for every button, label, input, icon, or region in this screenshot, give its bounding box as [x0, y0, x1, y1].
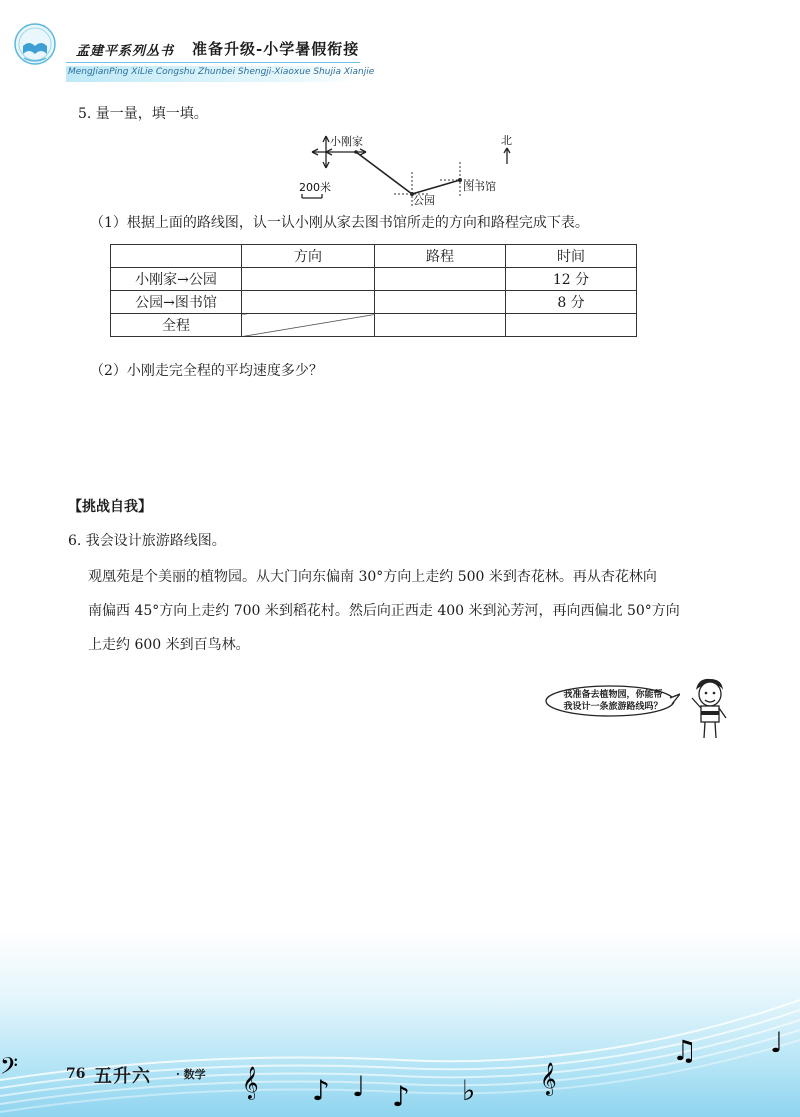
table-header-cell: 时间 [506, 245, 637, 268]
question-6-line: 上走约 600 米到百鸟林。 [88, 637, 250, 653]
bass-clef-icon: 𝄢 [0, 1052, 19, 1085]
music-note-icon: ♪ [312, 1074, 330, 1107]
challenge-heading: 【挑战自我】 [68, 499, 152, 515]
route-map [290, 128, 530, 210]
question-6-line: 南偏西 45°方向上走约 700 米到稻花村。然后向正西走 400 米到沁芳河，再向西偏北 50°方向 [88, 603, 680, 619]
table-header-cell: 方向 [242, 245, 375, 268]
subject-label: · 数学 [176, 1068, 206, 1081]
subject-text: 数学 [183, 1068, 206, 1081]
map-label-north: 北 [501, 134, 512, 147]
grade-label: 五升六 [94, 1066, 151, 1087]
table-header-row [111, 245, 637, 268]
question-5-title: 5. 量一量，填一填。 [78, 106, 208, 122]
speech-text: 我准备去植物园，你能帮我设计一条旅游路线吗？ [563, 690, 663, 712]
table-cell[interactable] [506, 314, 637, 337]
page-number: 76 [66, 1066, 86, 1082]
table-row [111, 291, 637, 314]
table-cell: 8 分 [506, 291, 637, 314]
table-cell: 公园→图书馆 [111, 291, 242, 314]
series-name: 孟建平系列丛书 [76, 44, 175, 59]
question-5-part-1: （1）根据上面的路线图，认一认小刚从家去图书馆所走的方向和路程完成下表。 [90, 215, 589, 231]
route-table [110, 244, 637, 337]
table-cell[interactable] [375, 291, 506, 314]
map-label-park: 公园 [413, 194, 435, 207]
table-row [111, 314, 637, 337]
treble-clef-icon: 𝄞 [540, 1062, 557, 1095]
pinyin-subtitle: MengJianPing XiLie Congshu Zhunbei Shengji-Xiaoxue Shujia Xianjie [68, 67, 375, 77]
table-cell[interactable] [242, 291, 375, 314]
music-note-icon: ♩ [352, 1070, 366, 1103]
table-cell: 小刚家→公园 [111, 268, 242, 291]
table-header-cell: 路程 [375, 245, 506, 268]
footer-music-staff [0, 960, 800, 1117]
treble-clef-icon: 𝄞 [242, 1066, 259, 1099]
music-note-icon: ♫ [672, 1034, 698, 1067]
table-cell[interactable] [242, 268, 375, 291]
flat-icon: ♭ [462, 1074, 476, 1107]
table-row [111, 268, 637, 291]
book-logo-icon [12, 20, 58, 70]
table-cell[interactable] [375, 268, 506, 291]
student-cartoon-icon [686, 676, 732, 742]
table-cell: 全程 [111, 314, 242, 337]
table-header-cell [111, 245, 242, 268]
map-label-library: 图书馆 [463, 180, 496, 193]
header-divider [66, 62, 360, 63]
music-note-icon: ♪ [392, 1080, 410, 1113]
map-scale-label: 200米 [299, 181, 331, 194]
table-cell-diagonal [242, 314, 375, 337]
book-title: 准备升级-小学暑假衔接 [192, 40, 360, 58]
table-cell[interactable] [375, 314, 506, 337]
question-5-part-2: （2）小刚走完全程的平均速度多少？ [90, 363, 323, 379]
question-6-title: 6. 我会设计旅游路线图。 [68, 533, 226, 549]
map-label-home: 小刚家 [330, 135, 363, 148]
question-6-line: 观凰苑是个美丽的植物园。从大门向东偏南 30°方向上走约 500 米到杏花林。再从杏花林向 [88, 569, 657, 585]
music-note-icon: ♩ [770, 1026, 784, 1059]
table-cell: 12 分 [506, 268, 637, 291]
